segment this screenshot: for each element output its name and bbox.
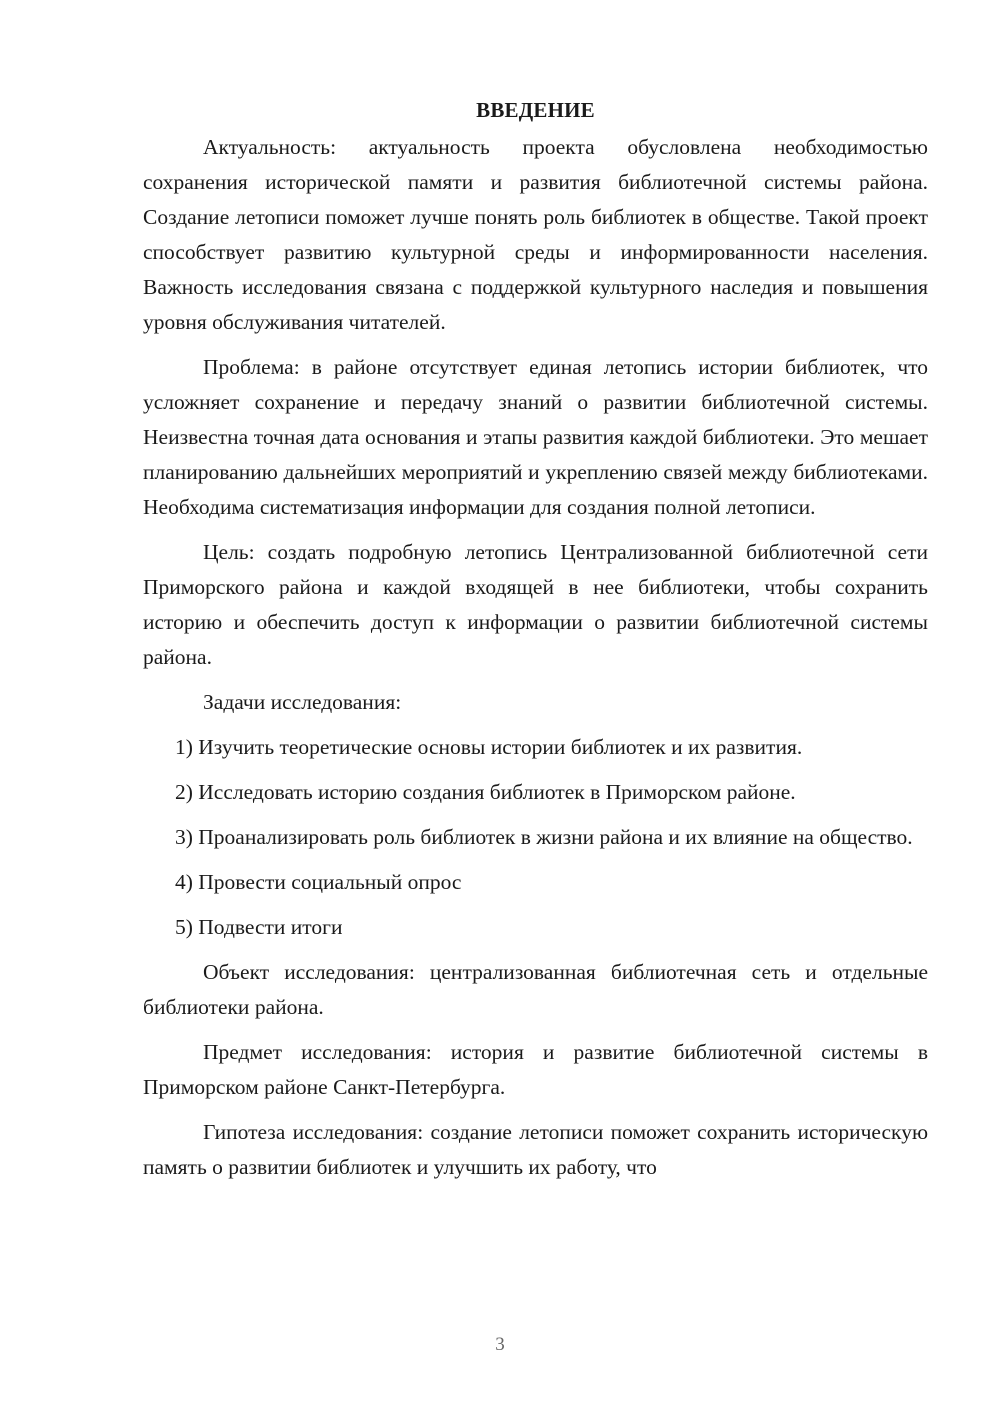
paragraph-goal: Цель: создать подробную летопись Централизованной библиотечной сети Приморского района и каждой входящей в нее библиотеки, чтобы сохранить историю и обеспечить доступ к информации о развитии библиотечной системы района. [143, 540, 928, 669]
tasks-heading: Задачи исследования: [203, 690, 402, 714]
task-item-4: 4) Провести социальный опрос [175, 870, 462, 894]
page-number: 3 [495, 1334, 505, 1355]
paragraph-object: Объект исследования: централизованная библиотечная сеть и отдельные библиотеки района. [143, 960, 928, 1019]
task-item-2: 2) Исследовать историю создания библиотек в Приморском районе. [175, 780, 796, 804]
paragraph-relevance: Актуальность: актуальность проекта обусловлена необходимостью сохранения исторической памяти и развития библиотечной системы района. Создание летописи поможет лучше понять роль библиотек в обществе. Такой проект способствует развитию культурной среды и информированности населения. Важность исследования связана с поддержкой культурного наследия и повышения уровня обслуживания читателей. [143, 135, 928, 334]
task-item-5: 5) Подвести итоги [175, 915, 343, 939]
page-title: ВВЕДЕНИЕ [476, 98, 595, 122]
paragraph-problem: Проблема: в районе отсутствует единая летопись истории библиотек, что усложняет сохранение и передачу знаний о развитии библиотечной системы. Неизвестна точная дата основания и этапы развития каждой библиотеки. Это мешает планированию дальнейших мероприятий и укреплению связей между библиотеками. Необходима систематизация информации для создания полной летописи. [143, 355, 928, 519]
task-item-3: 3) Проанализировать роль библиотек в жизни района и их влияние на общество. [175, 825, 913, 849]
task-item-1: 1) Изучить теоретические основы истории библиотек и их развития. [175, 735, 803, 759]
document-page [143, 93, 928, 1185]
paragraph-subject: Предмет исследования: история и развитие библиотечной системы в Приморском районе Санкт-Петербурга. [143, 1040, 928, 1099]
paragraph-hypothesis: Гипотеза исследования: создание летописи поможет сохранить историческую память о развитии библиотек и улучшить их работу, что [143, 1120, 928, 1179]
